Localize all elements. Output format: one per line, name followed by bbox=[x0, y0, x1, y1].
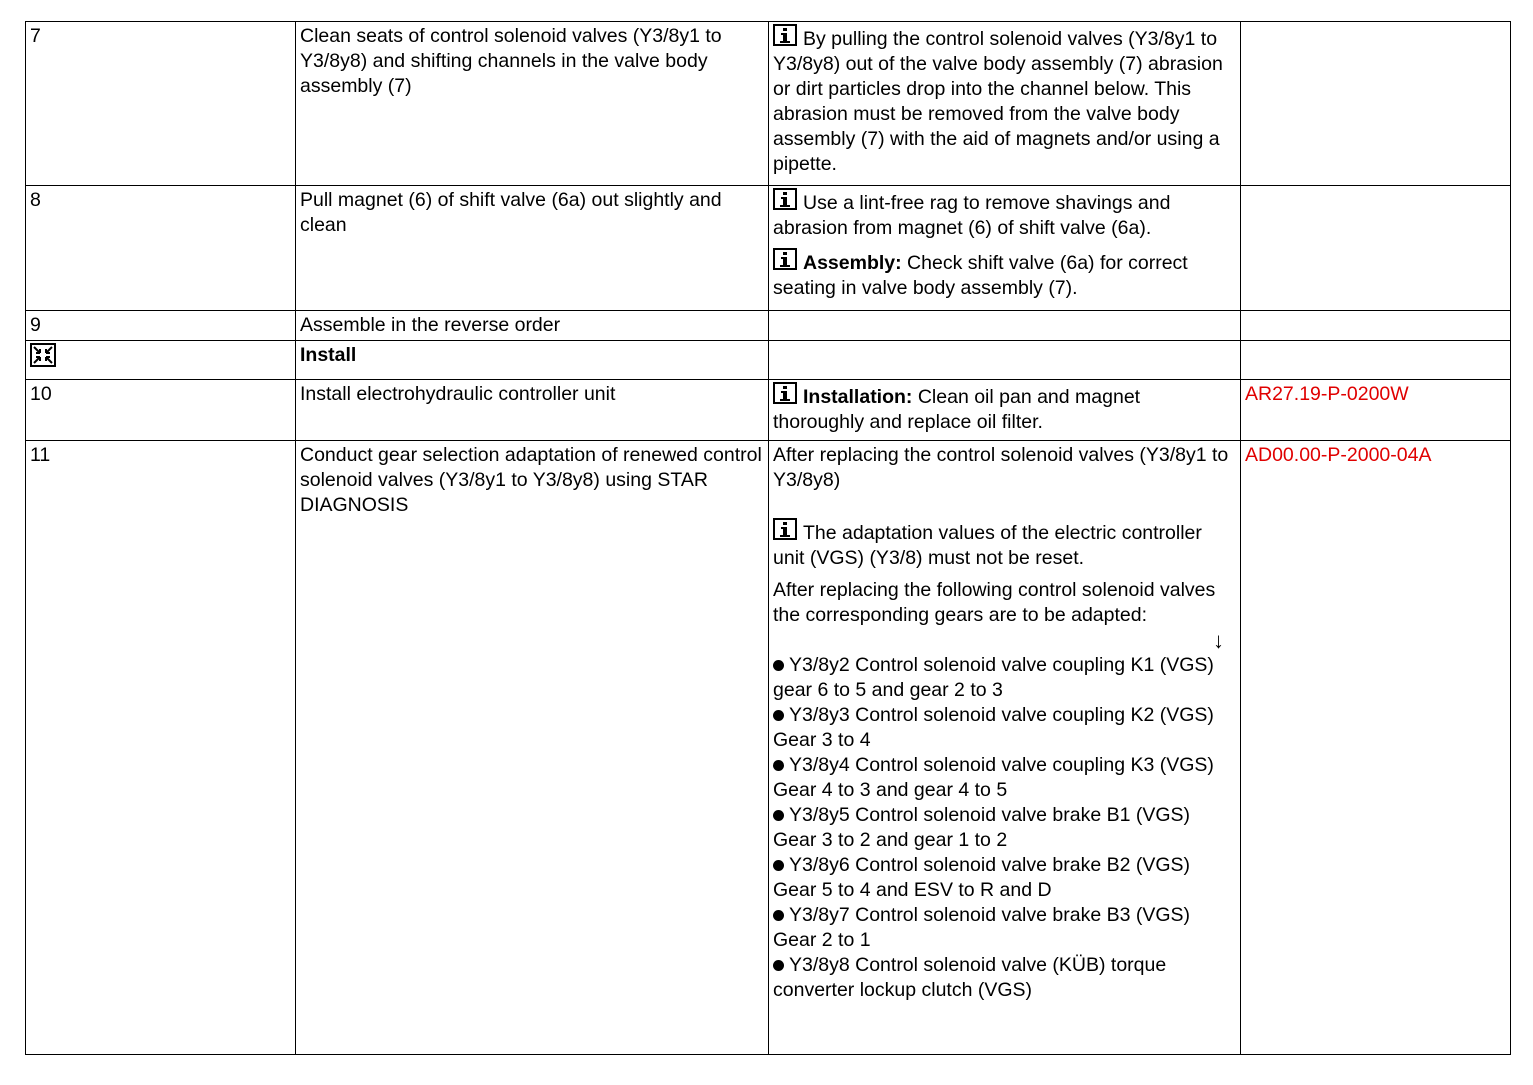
note-label: Assembly: bbox=[803, 252, 902, 274]
list-item: Y3/8y4 Control solenoid valve coupling K3 (VGS) Gear 4 to 3 and gear 4 to 5 bbox=[773, 754, 1214, 801]
note-text: Use a lint-free rag to remove shavings and abrasion from magnet (6) of shift valve (6a). bbox=[773, 192, 1171, 239]
down-arrow-icon: ↓ bbox=[1213, 628, 1224, 653]
list-item: Y3/8y2 Control solenoid valve coupling K1 (VGS) gear 6 to 5 and gear 2 to 3 bbox=[773, 654, 1214, 701]
info-icon bbox=[773, 518, 797, 540]
note-text: By pulling the control solenoid valves (Y3/8y1 to Y3/8y8) out of the valve body assembly (7) abrasion or dirt particles drop into the channel below. This abrasion must be removed from the valve body assembly (7) with the aid of magnets and/or using a pipette. bbox=[773, 28, 1223, 175]
step-reference bbox=[1241, 341, 1511, 380]
info-icon bbox=[773, 382, 797, 404]
bullet-icon bbox=[773, 810, 784, 821]
section-heading-row bbox=[26, 341, 1511, 380]
table-row bbox=[26, 441, 1511, 1055]
bullet-icon bbox=[773, 710, 784, 721]
step-reference bbox=[1241, 311, 1511, 341]
bullet-icon bbox=[773, 660, 784, 671]
step-note bbox=[769, 22, 1241, 186]
note-text: The adaptation values of the electric controller unit (VGS) (Y3/8) must not be reset. bbox=[773, 522, 1202, 569]
list-item: Y3/8y8 Control solenoid valve (KÜB) torque converter lockup clutch (VGS) bbox=[773, 954, 1167, 1001]
step-note bbox=[769, 380, 1241, 441]
table-row bbox=[26, 22, 1511, 186]
table-row bbox=[26, 311, 1511, 341]
info-icon bbox=[773, 248, 797, 270]
step-action: Conduct gear selection adaptation of renewed control solenoid valves (Y3/8y1 to Y3/8y8) using STAR DIAGNOSIS bbox=[296, 441, 769, 1055]
bullet-icon bbox=[773, 860, 784, 871]
list-item: Y3/8y6 Control solenoid valve brake B2 (VGS) Gear 5 to 4 and ESV to R and D bbox=[773, 854, 1191, 901]
procedure-table bbox=[25, 21, 1511, 1055]
list-item: Y3/8y3 Control solenoid valve coupling K2 (VGS) Gear 3 to 4 bbox=[773, 704, 1214, 751]
install-arrows-icon bbox=[30, 343, 56, 367]
step-reference bbox=[1241, 22, 1511, 186]
info-icon bbox=[773, 24, 797, 46]
step-note bbox=[769, 311, 1241, 341]
step-note bbox=[769, 186, 1241, 311]
table-row bbox=[26, 186, 1511, 311]
step-action: Clean seats of control solenoid valves (Y3/8y1 to Y3/8y8) and shifting channels in the valve body assembly (7) bbox=[296, 22, 769, 186]
step-note bbox=[769, 441, 1241, 1055]
bullet-icon bbox=[773, 960, 784, 971]
note-text: Clean oil pan and magnet thoroughly and replace oil filter. bbox=[773, 386, 1141, 433]
table-row bbox=[26, 380, 1511, 441]
step-action: Pull magnet (6) of shift valve (6a) out slightly and clean bbox=[296, 186, 769, 311]
bullet-list bbox=[773, 653, 1236, 1003]
reference-link[interactable]: AR27.19-P-0200W bbox=[1241, 380, 1511, 441]
step-action: Assemble in the reverse order bbox=[296, 311, 769, 341]
step-number: 9 bbox=[26, 311, 296, 341]
step-number: 11 bbox=[26, 441, 296, 1055]
step-reference bbox=[1241, 186, 1511, 311]
step-action: Install electrohydraulic controller unit bbox=[296, 380, 769, 441]
list-item: Y3/8y7 Control solenoid valve brake B3 (VGS) Gear 2 to 1 bbox=[773, 904, 1191, 951]
section-icon-cell bbox=[26, 341, 296, 380]
note-label: Installation: bbox=[803, 386, 913, 408]
list-item: Y3/8y5 Control solenoid valve brake B1 (VGS) Gear 3 to 2 and gear 1 to 2 bbox=[773, 804, 1191, 851]
note-intro: After replacing the control solenoid valves (Y3/8y1 to Y3/8y8) bbox=[773, 444, 1229, 491]
note-text: Check shift valve (6a) for correct seating in valve body assembly (7). bbox=[773, 252, 1188, 299]
reference-link[interactable]: AD00.00-P-2000-04A bbox=[1241, 441, 1511, 1055]
step-note bbox=[769, 341, 1241, 380]
bullet-icon bbox=[773, 760, 784, 771]
note-after: After replacing the following control solenoid valves the corresponding gears are to be adapted: bbox=[773, 579, 1216, 626]
step-number: 10 bbox=[26, 380, 296, 441]
step-number: 8 bbox=[26, 186, 296, 311]
step-number: 7 bbox=[26, 22, 296, 186]
section-heading: Install bbox=[296, 341, 769, 380]
info-icon bbox=[773, 188, 797, 210]
bullet-icon bbox=[773, 910, 784, 921]
